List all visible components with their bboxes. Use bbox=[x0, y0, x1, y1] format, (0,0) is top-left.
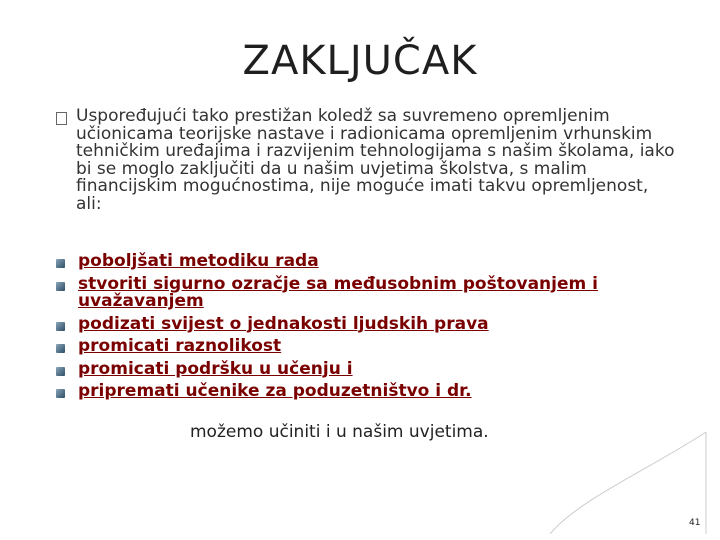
list-item bbox=[54, 253, 654, 271]
intro-text: Uspoređujući tako prestižan koledž sa suvremeno opremljenim učionicama teorijske nastave i radionicama opremljenim vrhunskim tehničkim uređajima i razvijenim tehnologijama s našim školama, iako bi se moglo zaključiti da u našim uvjetima školstva, s malim financijskim mogućnostima, nije moguće imati takvu opremljenost, ali: bbox=[76, 106, 675, 214]
box-bullet-icon bbox=[56, 112, 67, 125]
square-bullet-icon bbox=[56, 389, 65, 398]
list-item bbox=[54, 273, 654, 311]
slide-title: ZAKLJUČAK bbox=[242, 38, 478, 84]
list-item-text: promicati podršku u učenju i bbox=[78, 358, 353, 379]
list-item-text: promicati raznolikost bbox=[78, 336, 282, 356]
list-item-text: stvoriti sigurno ozračje sa međusobnim poštovanjem i uvažavanjem bbox=[78, 273, 598, 311]
intro-paragraph bbox=[56, 108, 676, 213]
decorative-corner-frame bbox=[548, 430, 708, 534]
list-item-text: podizati svijest o jednakosti ljudskih prava bbox=[78, 313, 489, 334]
list-item bbox=[54, 383, 654, 401]
list-item-text: poboljšati metodiku rada bbox=[78, 251, 319, 271]
square-bullet-icon bbox=[56, 344, 65, 353]
page-number: 41 bbox=[689, 518, 701, 528]
square-bullet-icon bbox=[56, 259, 65, 268]
square-bullet-icon bbox=[56, 367, 65, 376]
corner-frame-graphic bbox=[548, 430, 708, 534]
square-bullet-icon bbox=[56, 322, 65, 331]
list-item bbox=[54, 338, 654, 356]
list-item bbox=[54, 358, 654, 379]
list-item bbox=[54, 313, 654, 334]
closing-text: možemo učiniti i u našim uvjetima. bbox=[190, 422, 489, 442]
action-list bbox=[54, 253, 654, 406]
square-bullet-icon bbox=[56, 282, 65, 291]
list-item-text: pripremati učenike za poduzetništvo i dr. bbox=[78, 381, 472, 401]
